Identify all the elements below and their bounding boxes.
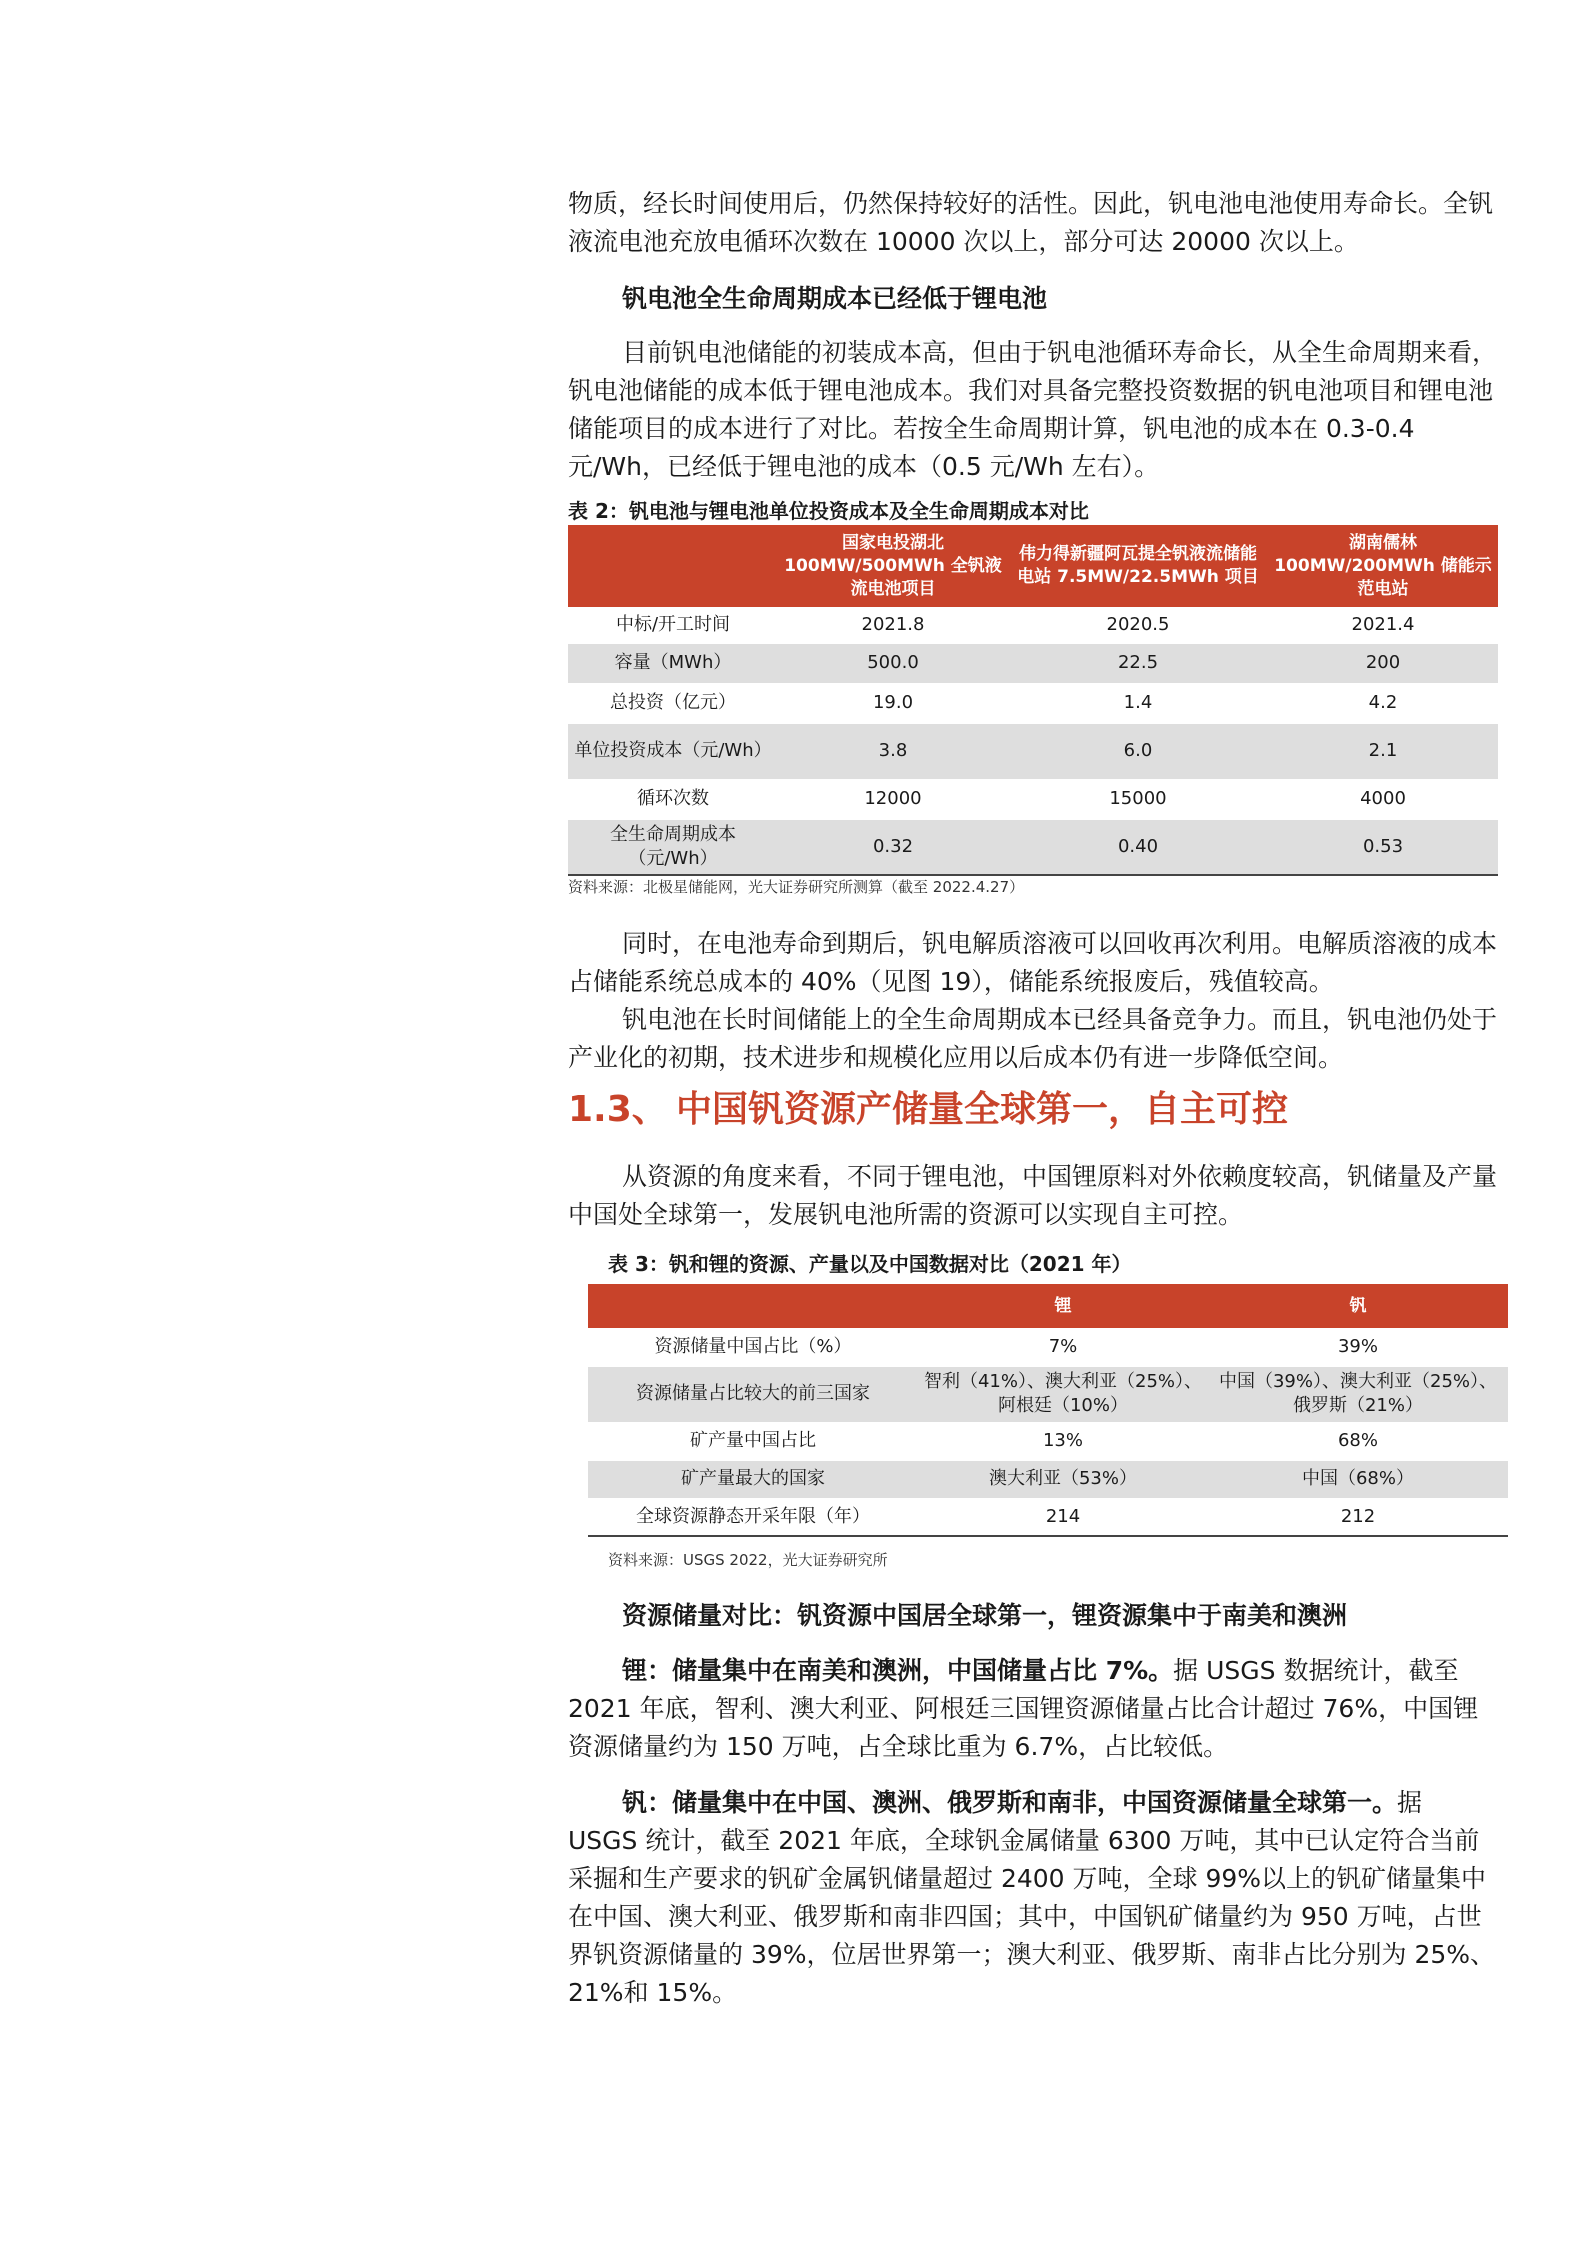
table-cell: 214 <box>918 1498 1208 1536</box>
table-cell: 容量（MWh） <box>568 643 778 683</box>
table-header-cell: 湖南儒林 100MW/200MWh 储能示范电站 <box>1268 525 1498 607</box>
table-source: 资料来源：北极星储能网，光大证券研究所测算（截至 2022.4.27） <box>568 878 1025 896</box>
table-cell: 6.0 <box>1008 723 1268 779</box>
table-cell: 资源储量中国占比（%） <box>588 1328 918 1366</box>
table-row <box>568 607 1498 643</box>
subheading-text: 资源储量对比：钒资源中国居全球第一，锂资源集中于南美和澳洲 <box>622 1601 1348 1630</box>
bold-lead: 锂：储量集中在南美和澳洲，中国储量占比 7%。 <box>622 1656 1174 1685</box>
table-row <box>568 779 1498 819</box>
table-header-cell: 锂 <box>918 1284 1208 1328</box>
table-cell: 矿产量最大的国家 <box>588 1460 918 1498</box>
paragraph-vanadium-lifespan <box>568 185 1498 261</box>
table-cell: 循环次数 <box>568 779 778 819</box>
table-cell: 中国（39%）、澳大利亚（25%）、俄罗斯（21%） <box>1208 1366 1508 1422</box>
table-source: 资料来源：USGS 2022，光大证券研究所 <box>608 1551 888 1569</box>
paragraph-vanadium <box>568 1784 1498 2012</box>
table-cell: 中标/开工时间 <box>568 607 778 643</box>
table-cell: 19.0 <box>778 683 1008 723</box>
subheading-text: 钒电池全生命周期成本已经低于锂电池 <box>622 284 1048 313</box>
table-cell: 单位投资成本（元/Wh） <box>568 723 778 779</box>
table-cell: 500.0 <box>778 643 1008 683</box>
bold-lead: 钒：储量集中在中国、澳洲、俄罗斯和南非，中国资源储量全球第一。 <box>622 1788 1398 1817</box>
paragraph-rest: 据 USGS 数据统计，截至 2021 年底，智利、澳大利亚、阿根廷三国锂资源储量占比合计超过 76%，中国锂资源储量约为 150 万吨，占全球比重为 6.7%，占比较低。 <box>568 1656 1479 1761</box>
table-cell: 212 <box>1208 1498 1508 1536</box>
table-cell: 总投资（亿元） <box>568 683 778 723</box>
table-cell: 22.5 <box>1008 643 1268 683</box>
table-cell: 智利（41%）、澳大利亚（25%）、阿根廷（10%） <box>918 1366 1208 1422</box>
table-header-cell <box>588 1284 918 1328</box>
table-header-cell: 国家电投湖北 100MW/500MWh 全钒液流电池项目 <box>778 525 1008 607</box>
table-cell: 4000 <box>1268 779 1498 819</box>
table-row <box>588 1366 1508 1422</box>
section-heading <box>568 1085 1498 1135</box>
paragraph-recycling <box>568 925 1498 1077</box>
table-cell: 矿产量中国占比 <box>588 1422 918 1460</box>
subheading-resource-comparison <box>568 1597 1498 1635</box>
table-row <box>568 683 1498 723</box>
table-cell: 0.32 <box>778 819 1008 875</box>
table-cost-comparison <box>568 497 1498 898</box>
resource-table <box>588 1284 1508 1537</box>
paragraph-text: 同时，在电池寿命到期后，钒电解质溶液可以回收再次利用。电解质溶液的成本占储能系统总成本的 40%（见图 19），储能系统报废后，残值较高。 <box>568 929 1498 996</box>
table-cell: 7% <box>918 1328 1208 1366</box>
table-cell: 15000 <box>1008 779 1268 819</box>
table-cell: 2021.8 <box>778 607 1008 643</box>
table-row <box>568 723 1498 779</box>
table-header-cell <box>568 525 778 607</box>
table-cell: 全球资源静态开采年限（年） <box>588 1498 918 1536</box>
paragraph-lithium <box>568 1652 1498 1766</box>
table-cell: 3.8 <box>778 723 1008 779</box>
table-cell: 2.1 <box>1268 723 1498 779</box>
table-caption: 表 2：钒电池与锂电池单位投资成本及全生命周期成本对比 <box>568 499 1089 523</box>
section-number: 1.3、 <box>568 1089 668 1130</box>
table-cell: 200 <box>1268 643 1498 683</box>
table-cell: 2021.4 <box>1268 607 1498 643</box>
paragraph-cost-comparison <box>568 334 1498 486</box>
table-cell: 资源储量占比较大的前三国家 <box>588 1366 918 1422</box>
table-cell: 全生命周期成本（元/Wh） <box>568 819 778 875</box>
table-cell: 0.53 <box>1268 819 1498 875</box>
paragraph-text <box>568 1652 1498 1766</box>
paragraph-text: 钒电池在长时间储能上的全生命周期成本已经具备竞争力。而且，钒电池仍处于产业化的初期，技术进步和规模化应用以后成本仍有进一步降低空间。 <box>568 1005 1498 1072</box>
table-resource-comparison <box>588 1250 1508 1571</box>
paragraph-rest: 据 USGS 统计，截至 2021 年底，全球钒金属储量 6300 万吨，其中已认定符合当前采掘和生产要求的钒矿金属钒储量超过 2400 万吨，全球 99%以上的钒矿储量集中在中国、澳大利亚、俄罗斯和南非四国；其中，中国钒矿储量约为 950 万吨，占世界钒资源储量的 39%，位居世界第一；澳大利亚、俄罗斯、南非占比分别为 25%、21%和 15%。 <box>568 1788 1496 2007</box>
table-cell: 12000 <box>778 779 1008 819</box>
paragraph-text <box>568 1784 1498 2012</box>
table-row <box>588 1422 1508 1460</box>
table-header-row <box>568 525 1498 607</box>
cost-table <box>568 525 1498 876</box>
paragraph-text: 目前钒电池储能的初装成本高，但由于钒电池循环寿命长，从全生命周期来看，钒电池储能的成本低于锂电池成本。我们对具备完整投资数据的钒电池项目和锂电池储能项目的成本进行了对比。若按全生命周期计算，钒电池的成本在 0.3-0.4 元/Wh，已经低于锂电池的成本（0.5 元/Wh 左右）。 <box>568 338 1498 481</box>
section-title-text: 中国钒资源产储量全球第一，自主可控 <box>676 1089 1289 1130</box>
table-cell: 13% <box>918 1422 1208 1460</box>
table-row <box>588 1460 1508 1498</box>
table-caption: 表 3：钒和锂的资源、产量以及中国数据对比（2021 年） <box>608 1252 1132 1276</box>
table-cell: 澳大利亚（53%） <box>918 1460 1208 1498</box>
table-cell: 1.4 <box>1008 683 1268 723</box>
paragraph-text: 从资源的角度来看，不同于锂电池，中国锂原料对外依赖度较高，钒储量及产量中国处全球第一，发展钒电池所需的资源可以实现自主可控。 <box>568 1162 1498 1229</box>
table-row <box>588 1328 1508 1366</box>
table-row <box>568 819 1498 875</box>
table-cell: 中国（68%） <box>1208 1460 1508 1498</box>
paragraph-resource <box>568 1158 1498 1234</box>
table-header-row <box>588 1284 1508 1328</box>
paragraph-text: 物质，经长时间使用后，仍然保持较好的活性。因此，钒电池电池使用寿命长。全钒液流电池充放电循环次数在 10000 次以上，部分可达 20000 次以上。 <box>568 189 1494 256</box>
table-row <box>568 643 1498 683</box>
table-cell: 68% <box>1208 1422 1508 1460</box>
table-row <box>588 1498 1508 1536</box>
table-header-cell: 钒 <box>1208 1284 1508 1328</box>
table-cell: 4.2 <box>1268 683 1498 723</box>
table-header-cell: 伟力得新疆阿瓦提全钒液流储能电站 7.5MW/22.5MWh 项目 <box>1008 525 1268 607</box>
table-cell: 2020.5 <box>1008 607 1268 643</box>
table-cell: 0.40 <box>1008 819 1268 875</box>
subheading-lifecycle-cost <box>568 280 1498 318</box>
table-cell: 39% <box>1208 1328 1508 1366</box>
